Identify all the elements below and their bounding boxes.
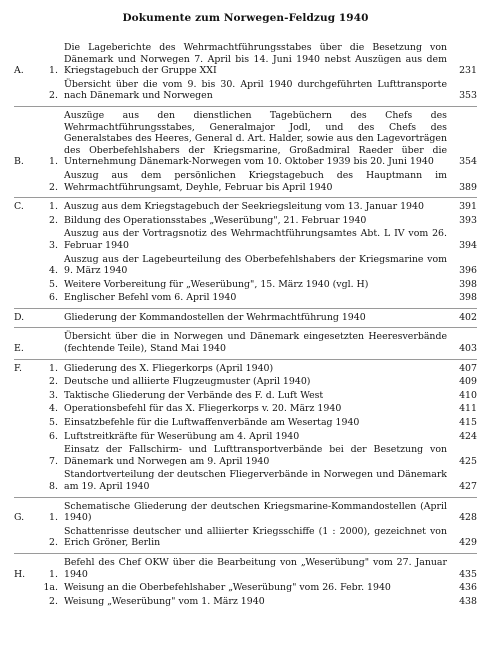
entry-title: Schattenrisse deutscher und alliierter Kriegsschiffe (1 : 2000), gezeichnet von Erich Gröner, Berlin: [64, 525, 447, 549]
toc-section: [14, 308, 477, 324]
entry-number: 2.: [49, 537, 58, 549]
section-letter: A.: [14, 65, 24, 77]
entry-title: Bildung des Operationsstabes „Weserübung", 21. Februar 1940: [64, 214, 367, 226]
page-number: 398: [459, 278, 477, 290]
toc-entry: [14, 279, 477, 291]
entry-number: 4.: [49, 403, 58, 415]
toc-section: [14, 197, 477, 304]
toc-section: [14, 359, 477, 493]
entry-number: 2.: [49, 90, 58, 102]
entry-number: 4.: [49, 265, 58, 277]
entry-title: Befehl des Chef OKW über die Bearbeitung von „Weserübung" vom 27. Januar 1940: [64, 556, 447, 580]
page-number: 353: [459, 90, 477, 102]
section-letter: F.: [14, 362, 23, 374]
toc-entry: [14, 110, 477, 168]
entry-number: 2.: [49, 376, 58, 388]
entry-title: Einsatz der Fallschirm- und Lufttransportverbände bei der Besetzung von Dänemark und Norwegen am 9. April 1940: [64, 444, 447, 467]
toc-entry: [14, 390, 477, 402]
section-letter: D.: [14, 311, 25, 323]
page-number: 231: [459, 65, 477, 77]
page-number: 410: [459, 389, 477, 401]
toc-entry: [14, 376, 477, 388]
toc-entry: [14, 363, 477, 375]
entry-title: Deutsche und alliierte Flugzeugmuster (April 1940): [64, 376, 311, 388]
toc-entry: [14, 501, 477, 524]
page-number: 393: [459, 214, 477, 226]
entry-number: 2.: [49, 214, 58, 226]
entry-number: 3.: [49, 239, 58, 251]
toc-section: [14, 106, 477, 193]
entry-title: Standortverteilung der deutschen Fliegerverbände in Norwegen und Dänemark am 19. April 1940: [64, 469, 447, 492]
entry-number: 1.: [49, 65, 58, 77]
entry-title: Auszug aus dem persönlichen Kriegstagebuch des Hauptmann im Wehrmachtführungsamt, Deyhle, Februar bis April 1940: [64, 169, 447, 193]
page-number: 435: [459, 568, 477, 580]
entry-title: Schematische Gliederung der deutschen Kriegsmarine-Kommandostellen (April 1940): [64, 500, 447, 524]
toc-entry: [14, 403, 477, 415]
page-number: 411: [459, 403, 477, 415]
toc-section: [14, 497, 477, 549]
page-number: 389: [459, 181, 477, 193]
toc-entry: [14, 170, 477, 193]
entry-title: Auszug aus dem Kriegstagebuch der Seekriegsleitung vom 13. Januar 1940: [64, 201, 424, 213]
entry-number: 1.: [49, 201, 58, 213]
toc-entry: [14, 526, 477, 549]
table-of-contents: [14, 42, 477, 607]
section-letter: C.: [14, 201, 24, 213]
entry-title: Die Lageberichte des Wehrmachtführungsstabes über die Besetzung von Dänemark und Norwegen 7. April bis 14. Juni 1940 nebst Auszügen aus dem Kriegstagebuch der Gruppe XXI: [64, 42, 447, 77]
toc-entry: [14, 469, 477, 492]
entry-number: 7.: [49, 455, 58, 467]
entry-number: 3.: [49, 389, 58, 401]
entry-title: Taktische Gliederung der Verbände des F. d. Luft West: [64, 389, 324, 401]
entry-title: Einsatzbefehle für die Luftwaffenverbände am Wesertag 1940: [64, 417, 360, 429]
entry-number: 1.: [49, 156, 58, 168]
toc-entry: [14, 228, 477, 251]
entry-title: Weisung an die Oberbefehlshaber „Weserübung" vom 26. Febr. 1940: [64, 582, 391, 594]
page-number: 428: [459, 512, 477, 524]
entry-title: Gliederung der Kommandostellen der Wehrmachtführung 1940: [64, 311, 366, 323]
toc-section: [14, 42, 477, 102]
page-number: 427: [459, 481, 477, 492]
page-number: 438: [459, 595, 477, 607]
toc-entry: [14, 331, 477, 354]
entry-title: Übersicht über die in Norwegen und Dänemark eingesetzten Heeresverbände (fechtende Teile), Stand Mai 1940: [64, 331, 447, 355]
entry-number: 8.: [49, 481, 58, 492]
toc-entry: [14, 292, 477, 304]
section-letter: B.: [14, 156, 24, 168]
toc-section: [14, 327, 477, 354]
page-number: 424: [459, 430, 477, 442]
page-number: 394: [459, 239, 477, 251]
page-number: 407: [459, 362, 477, 374]
toc-entry: [14, 201, 477, 213]
entry-title: Weitere Vorbereitung für „Weserübung", 15. März 1940 (vgl. H): [64, 278, 369, 290]
entry-title: Auszüge aus den dienstlichen Tagebüchern des Chefs des Wehrmachtführungsstabes, Generalmajor Jodl, und des Chefs des Generalstabes des Heeres, General d. Art. Halder, sowie aus den Lagevorträgen des Oberbefehlshabers der Kriegsmarine, Großadmiral Raeder über die Unternehmung Dänemark-Norwegen vom 10. Oktober 1939 bis 20. Juni 1940: [64, 109, 447, 168]
page-number: 436: [459, 582, 477, 594]
page-number: 429: [459, 537, 477, 549]
toc-entry: [14, 312, 477, 324]
page-number: 396: [459, 265, 477, 277]
page-number: 415: [459, 417, 477, 429]
page-number: 402: [459, 311, 477, 323]
entry-number: 6.: [49, 430, 58, 442]
entry-title: Auszug aus der Vortragsnotiz des Wehrmachtführungsamtes Abt. L IV vom 26. Februar 1940: [64, 228, 447, 251]
entry-title: Gliederung des X. Fliegerkorps (April 1940): [64, 362, 274, 374]
page-number: 409: [459, 376, 477, 388]
entry-title: Operationsbefehl für das X. Fliegerkorps v. 20. März 1940: [64, 403, 342, 415]
section-letter: G.: [14, 512, 25, 524]
entry-number: 6.: [49, 292, 58, 304]
entry-number: 2.: [49, 181, 58, 193]
entry-number: 2.: [49, 595, 58, 607]
entry-number: 5.: [49, 417, 58, 429]
toc-section: [14, 553, 477, 607]
entry-number: 5.: [49, 278, 58, 290]
section-letter: H.: [14, 568, 26, 580]
page-number: 425: [459, 455, 477, 467]
toc-entry: [14, 596, 477, 608]
entry-number: 1.: [49, 568, 58, 580]
toc-entry: [14, 582, 477, 594]
toc-entry: [14, 444, 477, 467]
toc-entry: [14, 42, 477, 77]
toc-entry: [14, 215, 477, 227]
page-number: 398: [459, 292, 477, 304]
page-number: 354: [459, 156, 477, 168]
entry-title: Auszug aus der Lagebeurteilung des Oberbefehlshabers der Kriegsmarine vom 9. März 1940: [64, 253, 447, 277]
page-number: 403: [459, 343, 477, 355]
entry-title: Übersicht über die vom 9. bis 30. April 1940 durchgeführten Lufttransporte nach Dänemark und Norwegen: [64, 78, 447, 102]
section-letter: E.: [14, 343, 24, 355]
toc-entry: [14, 79, 477, 102]
toc-entry: [14, 417, 477, 429]
page-title: Dokumente zum Norwegen-Feldzug 1940: [122, 12, 369, 24]
toc-entry: [14, 431, 477, 443]
page-number: 391: [459, 201, 477, 213]
toc-entry: [14, 557, 477, 580]
entry-title: Luftstreitkräfte für Weserübung am 4. April 1940: [64, 430, 300, 442]
entry-title: Englischer Befehl vom 6. April 1940: [64, 292, 237, 304]
entry-number: 1a.: [43, 582, 58, 594]
toc-entry: [14, 254, 477, 277]
entry-number: 1.: [49, 362, 58, 374]
entry-number: 1.: [49, 512, 58, 524]
entry-title: Weisung „Weserübung" vom 1. März 1940: [64, 595, 265, 607]
